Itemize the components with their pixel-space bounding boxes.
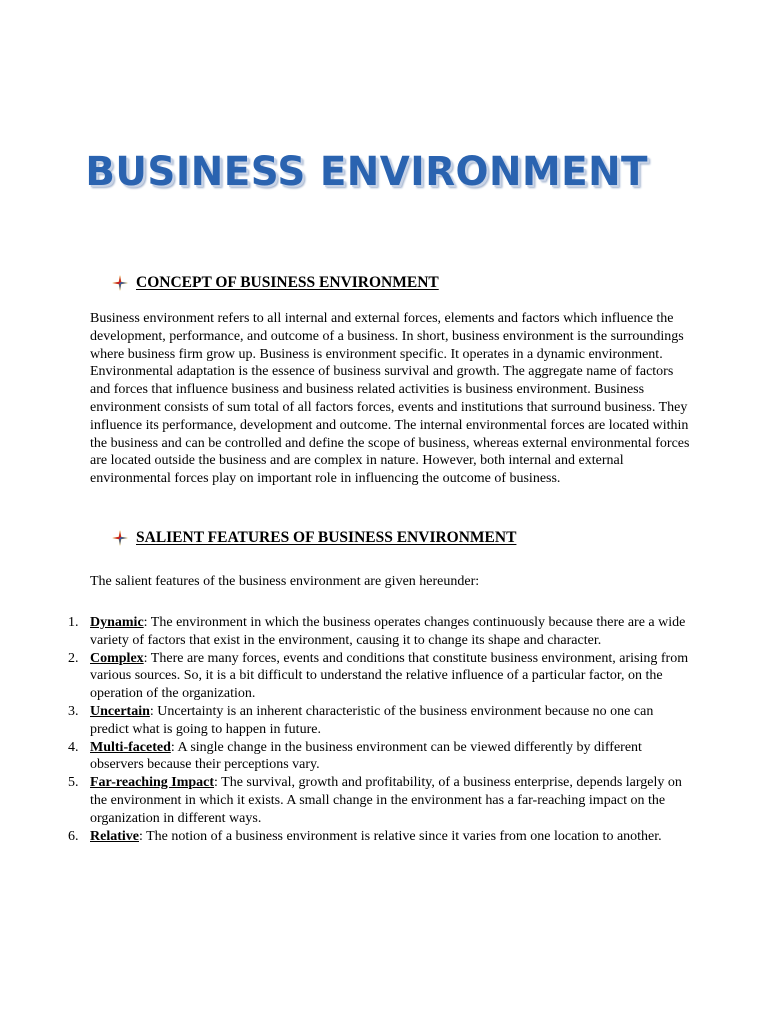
feature-description: : The survival, growth and profitability, of a business enterprise, depends largely on the environment in which it exists. A small change in the environment has a far-reaching impact on the organization in different ways.: [90, 775, 682, 826]
features-list: [0, 614, 768, 845]
list-number: 3.: [68, 703, 79, 719]
list-item: [0, 650, 690, 703]
list-item: [0, 828, 690, 846]
list-item: [0, 774, 690, 827]
feature-description: : There are many forces, events and conditions that constitute business environment, arising from various sources. So, it is a bit difficult to understand the relative influence of a particular factor, on the operation of the organization.: [90, 650, 689, 702]
list-item: [0, 739, 690, 775]
concept-paragraph: Business environment refers to all internal and external forces, elements and factors which influence the development, performance, and outcome of a business. In short, business environment is the surroundings where business firm grow up. Business is environment specific. It operates in a dynamic environment. Environmental adaptation is the essence of business survival and growth. The aggregate name of factors and forces that influence business and business related activities is business environment. Business environment consists of sum total of all factors forces, events and institutions that surround business. They influence its performance, development and outcome. The internal environmental forces are located within the business and can be controlled and define the scope of business, whereas external environmental forces are located outside the business and are complex in nature. However, both internal and external environmental forces play on important role in influencing the outcome of business.: [90, 311, 690, 487]
section-heading-text: SALIENT FEATURES OF BUSINESS ENVIRONMENT: [136, 529, 517, 546]
feature-term: Relative: [90, 828, 139, 844]
feature-term: Multi-faceted: [90, 739, 171, 755]
section-heading-salient-features: [112, 529, 516, 547]
document-title: BUSINESS ENVIRONMENT: [85, 149, 648, 195]
list-number: 5.: [68, 775, 79, 791]
list-number: 4.: [68, 739, 79, 755]
feature-term: Uncertain: [90, 703, 150, 719]
four-point-star-bullet-icon: [112, 530, 128, 546]
list-item: [0, 614, 690, 650]
list-item: [0, 703, 690, 739]
section-heading-text: CONCEPT OF BUSINESS ENVIRONMENT: [136, 274, 439, 291]
feature-term: Complex: [90, 650, 144, 666]
list-number: 1.: [68, 615, 79, 630]
feature-term: Far-reaching Impact: [90, 775, 215, 791]
feature-description: : A single change in the business environment can be viewed differently by different observers because their perceptions vary.: [90, 739, 642, 773]
four-point-star-bullet-icon: [112, 275, 128, 291]
section-heading-concept: [112, 274, 439, 292]
feature-description: : The notion of a business environment is relative since it varies from one location to another.: [138, 828, 662, 844]
feature-term: Dynamic: [90, 615, 144, 630]
list-number: 6.: [68, 828, 79, 844]
features-intro: The salient features of the business environment are given hereunder:: [90, 574, 480, 589]
feature-description: : Uncertainty is an inherent characteristic of the business environment because no one can predict what is going to happen in future.: [90, 703, 654, 737]
list-number: 2.: [68, 650, 79, 666]
feature-description: : The environment in which the business operates changes continuously because there are a wide variety of factors that exist in the environment, causing it to change its shape and character.: [90, 615, 686, 648]
